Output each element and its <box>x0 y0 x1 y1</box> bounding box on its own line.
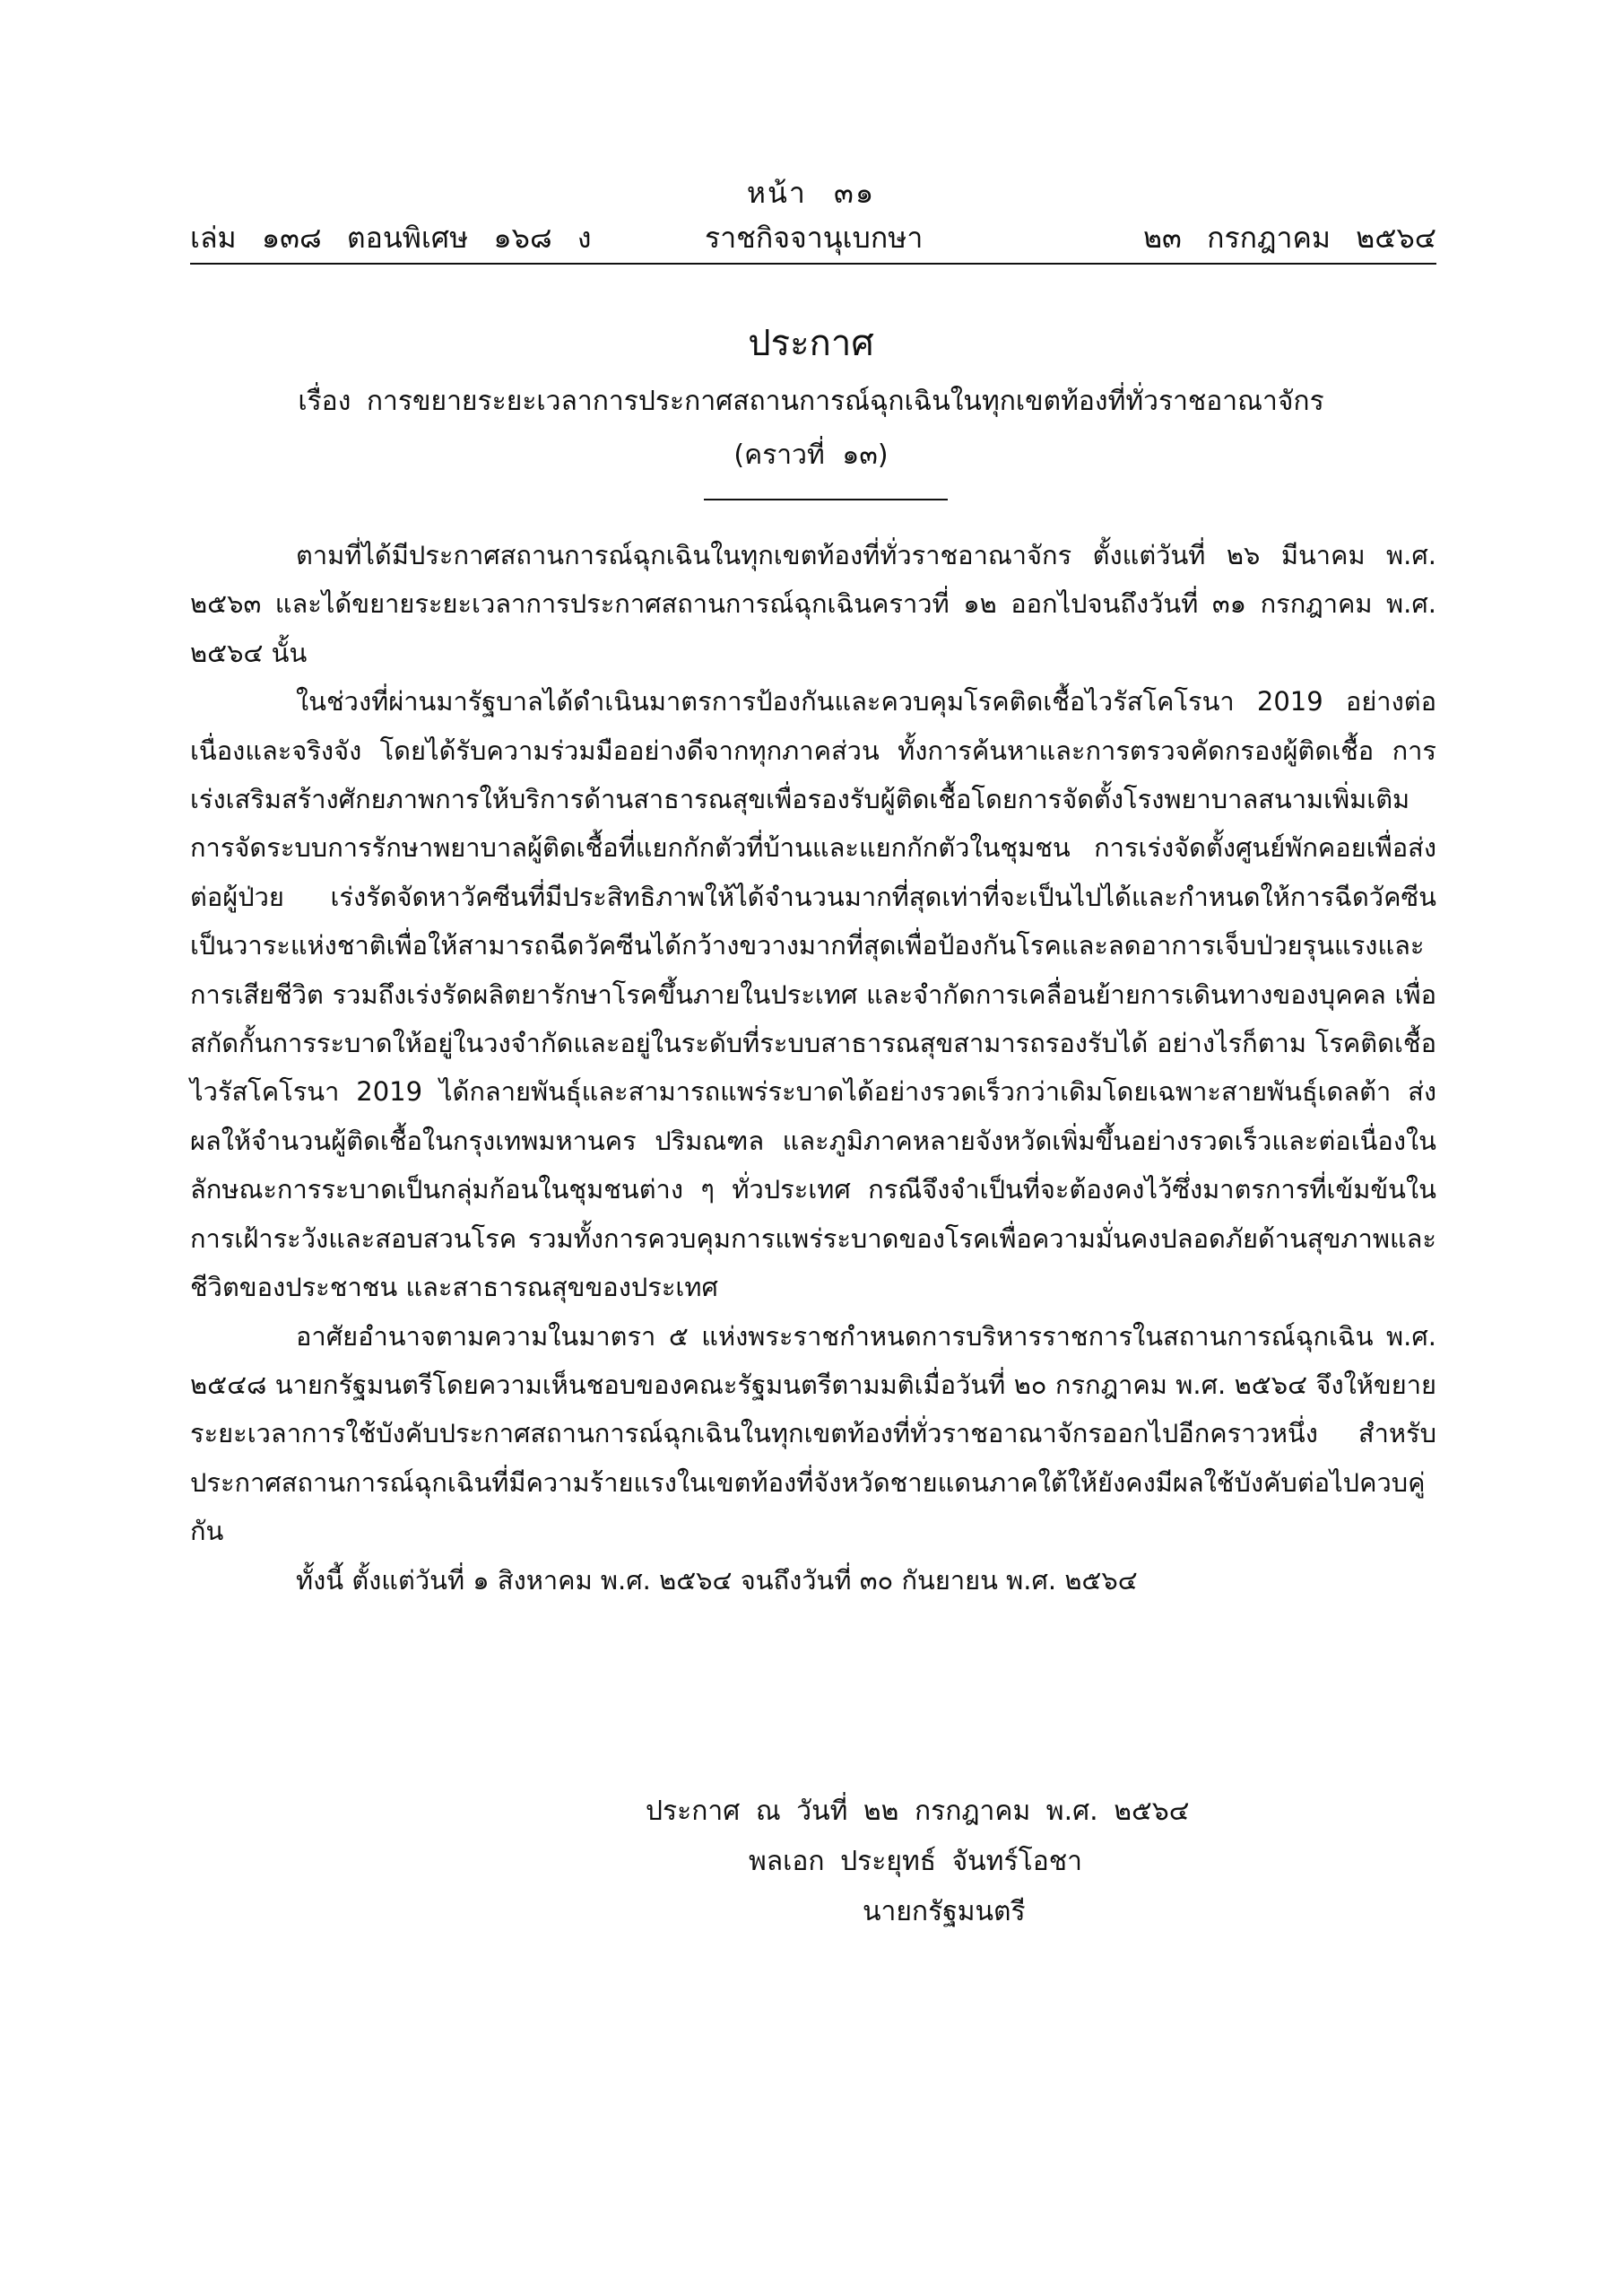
body-paragraph: ตามที่ได้มีประกาศสถานการณ์ฉุกเฉินในทุกเขตท้องที่ทั่วราชอาณาจักร ตั้งแต่วันที่ ๒๖ มีนาคม พ.ศ. ๒๕๖๓ และได้ขยายระยะเวลาการประกาศสถานการณ์ฉุกเฉินคราวที่ ๑๒ ออกไปจนถึงวันที่ ๓๑ กรกฎาคม พ.ศ. ๒๕๖๔ นั้น <box>190 540 1436 668</box>
signatory-position: นายกรัฐมนตรี <box>863 1896 1026 1927</box>
header-divider <box>190 263 1436 265</box>
announcement-subject: เรื่อง การขยายระยะเวลาการประกาศสถานการณ์ฉุกเฉินในทุกเขตท้องที่ทั่วราชอาณาจักร <box>298 386 1324 417</box>
body-paragraph: ทั้งนี้ ตั้งแต่วันที่ ๑ สิงหาคม พ.ศ. ๒๕๖๔ จนถึงวันที่ ๓๐ กันยายน พ.ศ. ๒๕๖๔ <box>296 1564 1138 1596</box>
title-divider <box>704 499 948 500</box>
announcement-title: ประกาศ <box>748 323 874 364</box>
announcement-body <box>190 531 1436 1605</box>
signature-block <box>0 1787 1622 1937</box>
publication-date: ๒๓ กรกฎาคม ๒๕๖๔ <box>1142 221 1436 255</box>
signatory-name: พลเอก ประยุทธ์ จันทร์โอชา <box>749 1846 1082 1877</box>
body-paragraph: อาศัยอำนาจตามความในมาตรา ๕ แห่งพระราชกำหนดการบริหารราชการในสถานการณ์ฉุกเฉิน พ.ศ. ๒๕๔๘ นายกรัฐมนตรีโดยความเห็นชอบของคณะรัฐมนตรีตามมติเมื่อวันที่ ๒๐ กรกฎาคม พ.ศ. ๒๕๖๔ จึงให้ขยายระยะเวลาการใช้บังคับประกาศสถานการณ์ฉุกเฉินในทุกเขตท้องที่ทั่วราชอาณาจักรออกไปอีกคราวหนึ่ง สำหรับประกาศสถานการณ์ฉุกเฉินที่มีความร้ายแรงในเขตท้องที่จังหวัดชายแดนภาคใต้ให้ยังคงมีผลใช้บังคับต่อไปควบคู่กัน <box>190 1320 1436 1547</box>
publication-name: ราชกิจจานุเบกษา <box>705 221 924 255</box>
page-number: หน้า ๓๑ <box>746 176 876 210</box>
announcement-occasion: (คราวที่ ๑๓) <box>733 439 889 471</box>
signature-date: ประกาศ ณ วันที่ ๒๒ กรกฎาคม พ.ศ. ๒๕๖๔ <box>646 1796 1190 1827</box>
body-paragraph: ในช่วงที่ผ่านมารัฐบาลได้ดำเนินมาตรการป้องกันและควบคุมโรคติดเชื้อไวรัสโคโรนา 2019 อย่างต่อเนื่องและจริงจัง โดยได้รับความร่วมมืออย่างดีจากทุกภาคส่วน ทั้งการค้นหาและการตรวจคัดกรองผู้ติดเชื้อ การเร่งเสริมสร้างศักยภาพการให้บริการด้านสาธารณสุขเพื่อรองรับผู้ติดเชื้อโดยการจัดตั้งโรงพยาบาลสนามเพิ่มเติม การจัดระบบการรักษาพยาบาลผู้ติดเชื้อที่แยกกักตัวที่บ้านและแยกกักตัวในชุมชน การเร่งจัดตั้งศูนย์พักคอยเพื่อส่งต่อผู้ป่วย เร่งรัดจัดหาวัคซีนที่มีประสิทธิภาพให้ได้จำนวนมากที่สุดเท่าที่จะเป็นไปได้และกำหนดให้การฉีดวัคซีนเป็นวาระแห่งชาติเพื่อให้สามารถฉีดวัคซีนได้กว้างขวางมากที่สุดเพื่อป้องกันโรคและลดอาการเจ็บป่วยรุนแรงและการเสียชีวิต รวมถึงเร่งรัดผลิตยารักษาโรคขึ้นภายในประเทศ และจำกัดการเคลื่อนย้ายการเดินทางของบุคคล เพื่อสกัดกั้นการระบาดให้อยู่ในวงจำกัดและอยู่ในระดับที่ระบบสาธารณสุขสามารถรองรับได้ อย่างไรก็ตาม โรคติดเชื้อไวรัสโคโรนา 2019 ได้กลายพันธุ์และสามารถแพร่ระบาดได้อย่างรวดเร็วกว่าเดิมโดยเฉพาะสายพันธุ์เดลต้า ส่งผลให้จำนวนผู้ติดเชื้อในกรุงเทพมหานคร ปริมณฑล และภูมิภาคหลายจังหวัดเพิ่มขึ้นอย่างรวดเร็วและต่อเนื่องในลักษณะการระบาดเป็นกลุ่มก้อนในชุมชนต่าง ๆ ทั่วประเทศ กรณีจึงจำเป็นที่จะต้องคงไว้ซึ่งมาตรการที่เข้มข้นในการเฝ้าระวังและสอบสวนโรค รวมทั้งการควบคุมการแพร่ระบาดของโรคเพื่อความมั่นคงปลอดภัยด้านสุขภาพและชีวิตของประชาชน และสาธารณสุขของประเทศ <box>190 686 1436 1303</box>
volume-issue: เล่ม ๑๓๘ ตอนพิเศษ ๑๖๘ ง <box>190 221 592 255</box>
gazette-header <box>190 215 1436 255</box>
